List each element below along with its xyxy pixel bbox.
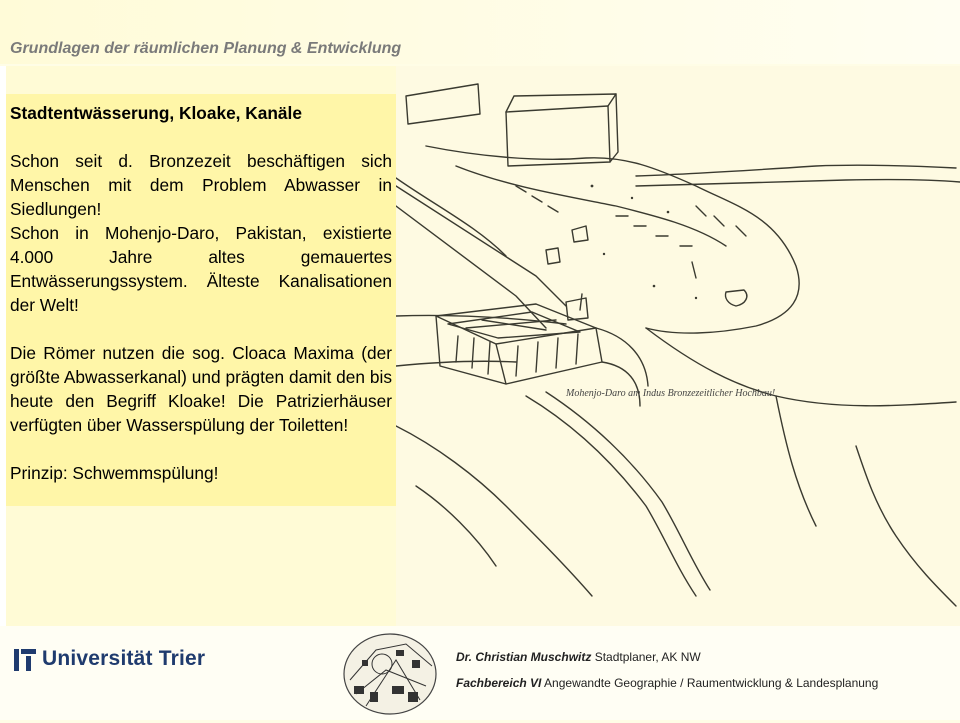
paragraph-romans: Die Römer nutzen die sog. Cloaca Maxima (der größte Abwasserkanal) und prägten damit den bis heute den Begriff Kloake! Die Patrizierhäuser verfügten über Wasserspülung der Toiletten!: [10, 343, 392, 435]
spacer: [10, 125, 392, 149]
department-name: Fachbereich VI: [456, 676, 542, 690]
principle-text: Prinzip: Schwemmspülung!: [10, 463, 219, 483]
city-map-emblem: [336, 630, 444, 718]
mohenjo-daro-sketch: [396, 66, 960, 626]
university-logo: [14, 646, 205, 672]
spacer: [10, 437, 392, 461]
sketch-drawing: [396, 66, 960, 626]
author-line: [456, 650, 701, 664]
author-role: Stadtplaner, AK NW: [594, 650, 701, 664]
course-title: Grundlagen der räumlichen Planung & Entwicklung: [10, 40, 402, 57]
author-name: Dr. Christian Muschwitz: [456, 650, 592, 664]
department-line: [456, 676, 878, 690]
city-map-icon: [336, 630, 444, 718]
university-name: Universität Trier: [42, 647, 206, 670]
spacer: [10, 317, 392, 341]
footer: [0, 626, 960, 720]
paragraph-mohenjo-daro: Schon in Mohenjo-Daro, Pakistan, existierte 4.000 Jahre altes gemauertes Entwässerungssystem. Älteste Kanalisationen der Welt!: [10, 223, 392, 315]
department-detail: Angewandte Geographie / Raumentwicklung & Landesplanung: [544, 676, 879, 690]
paragraph-bronze-age: Schon seit d. Bronzezeit beschäftigen sich Menschen mit dem Problem Abwasser in Siedlungen!: [10, 151, 392, 219]
figure-caption: Mohenjo-Daro am Indus Bronzezeitlicher Hochbau!: [566, 388, 776, 399]
section-heading: Stadtentwässerung, Kloake, Kanäle: [10, 103, 302, 123]
university-logo-icon: [14, 647, 36, 671]
main-text: [10, 101, 392, 485]
